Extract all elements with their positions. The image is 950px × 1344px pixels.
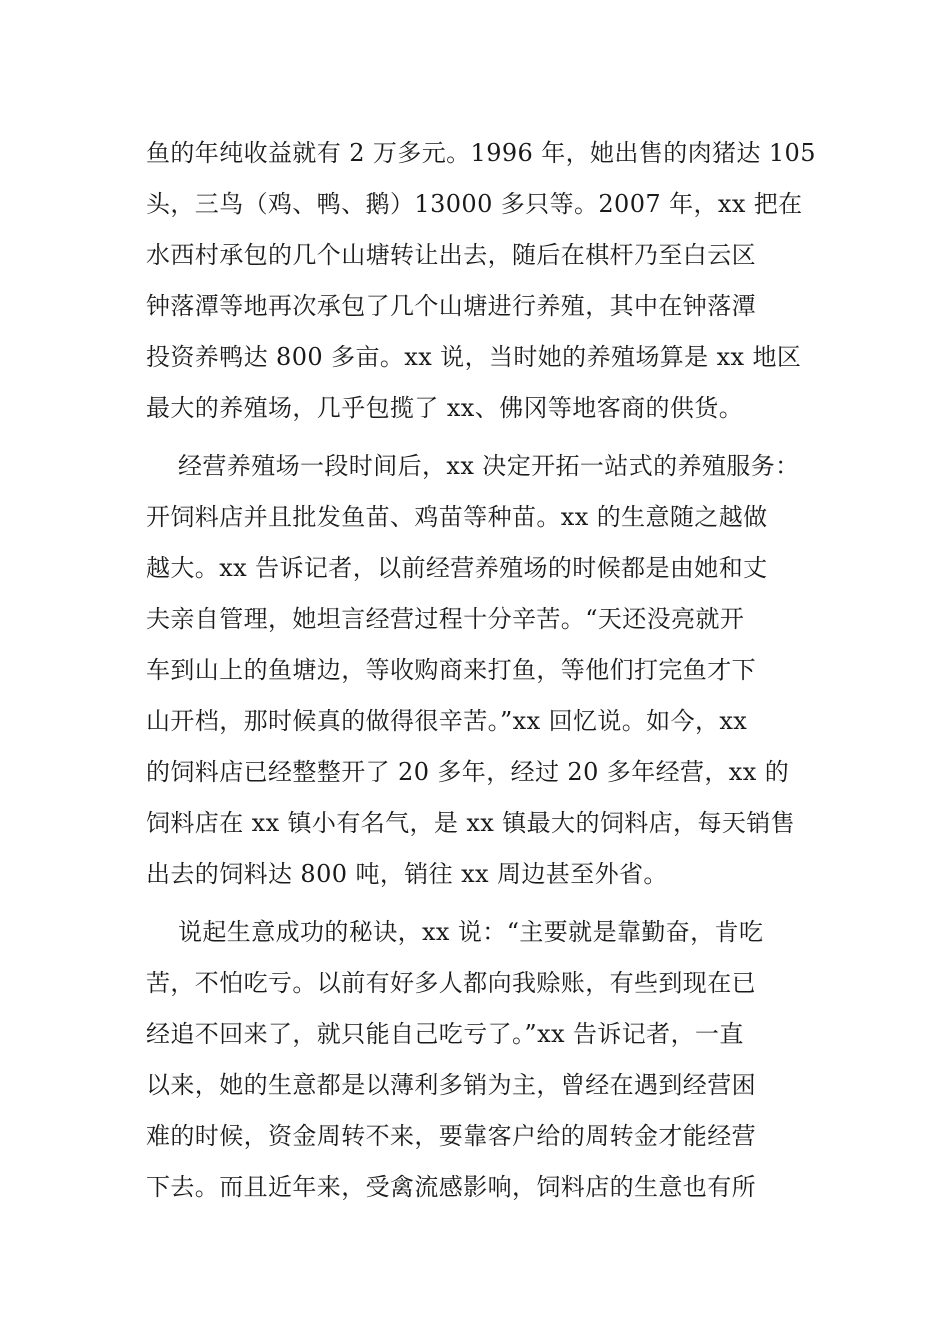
text-line: 夫亲自管理，她坦言经营过程十分辛苦。“天还没亮就开	[146, 605, 745, 633]
text-line: 头，三鸟（鸡、鸭、鹅）13000 多只等。2007 年，xx 把在	[146, 190, 803, 218]
text-line: 经追不回来了，就只能自己吃亏了。”xx 告诉记者，一直	[146, 1020, 744, 1048]
document-body	[146, 130, 816, 1215]
text-line: 水西村承包的几个山塘转让出去，随后在棋杆乃至白云区	[146, 241, 756, 269]
text-line: 以来，她的生意都是以薄利多销为主，曾经在遇到经营困	[146, 1071, 756, 1099]
paragraph-spacer	[146, 436, 816, 443]
text-line: 说起生意成功的秘诀，xx 说：“主要就是靠勤奋，肯吃	[178, 918, 764, 946]
text-line: 投资养鸭达 800 多亩。xx 说，当时她的养殖场算是 xx 地区	[146, 343, 802, 371]
paragraph-1	[146, 130, 816, 436]
text-line: 出去的饲料达 800 吨，销往 xx 周边甚至外省。	[146, 860, 668, 888]
text-line: 鱼的年纯收益就有 2 万多元。1996 年，她出售的肉猪达 105	[146, 139, 816, 167]
text-line: 山开档，那时候真的做得很辛苦。”xx 回忆说。如今，xx	[146, 707, 748, 735]
paragraph-2	[146, 443, 816, 902]
text-line: 开饲料店并且批发鱼苗、鸡苗等种苗。xx 的生意随之越做	[146, 503, 768, 531]
text-line: 最大的养殖场，几乎包揽了 xx、佛冈等地客商的供货。	[146, 394, 744, 422]
text-line: 饲料店在 xx 镇小有名气，是 xx 镇最大的饲料店，每天销售	[146, 809, 796, 837]
paragraph-spacer	[146, 902, 816, 909]
text-line: 的饲料店已经整整开了 20 多年，经过 20 多年经营，xx 的	[146, 758, 790, 786]
text-line: 经营养殖场一段时间后，xx 决定开拓一站式的养殖服务：	[178, 452, 800, 480]
text-line: 钟落潭等地再次承包了几个山塘进行养殖，其中在钟落潭	[146, 292, 756, 320]
text-line: 苦，不怕吃亏。以前有好多人都向我赊账，有些到现在已	[146, 969, 756, 997]
paragraph-3	[146, 909, 816, 1215]
text-line: 下去。而且近年来，受禽流感影响，饲料店的生意也有所	[146, 1173, 756, 1201]
text-line: 车到山上的鱼塘边，等收购商来打鱼，等他们打完鱼才下	[146, 656, 756, 684]
text-line: 难的时候，资金周转不来，要靠客户给的周转金才能经营	[146, 1122, 756, 1150]
text-line: 越大。xx 告诉记者，以前经营养殖场的时候都是由她和丈	[146, 554, 768, 582]
